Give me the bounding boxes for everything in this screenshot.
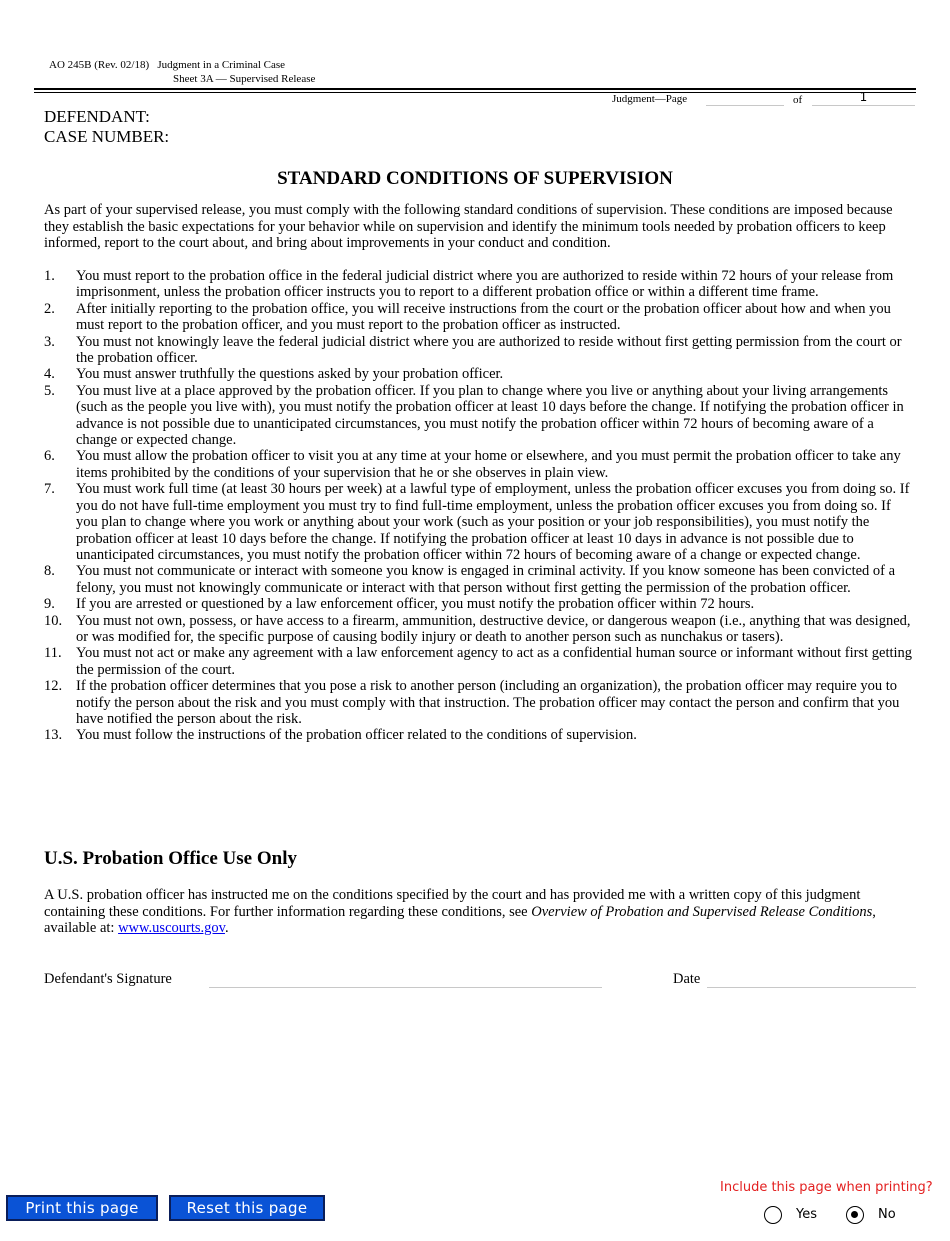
condition-text: You must not act or make any agreement with a law enforcement agency to act as a confidential human source or informant without first getting the permission of the court. <box>76 645 913 678</box>
condition-item <box>44 448 914 481</box>
condition-number: 1. <box>44 268 55 284</box>
condition-text: You must follow the instructions of the probation officer related to the conditions of supervision. <box>76 727 637 744</box>
condition-item <box>44 678 914 727</box>
condition-text: After initially reporting to the probation office, you will receive instructions from the court or the probation officer about how and when you must report to the probation officer, and you must report to the probation officer as instructed. <box>76 300 891 334</box>
print-page-button[interactable]: Print this page now <box>6 1195 158 1221</box>
condition-text: You must allow the probation officer to visit you at any time at your home or elsewhere, and you must permit the probation officer to take any items prohibited by the conditions of your supervision that he or she observes in plain view. <box>76 448 901 481</box>
judgment-page-label: Judgment—Page <box>612 93 688 105</box>
probation-office-heading: U.S. Probation Office Use Only <box>44 848 297 869</box>
condition-item <box>44 268 914 301</box>
reset-page-button[interactable]: Reset this page <box>169 1195 325 1221</box>
condition-item <box>44 481 914 563</box>
condition-number: 5. <box>44 382 55 399</box>
condition-number: 3. <box>44 333 55 350</box>
condition-item <box>44 613 914 646</box>
include-page-question: Include this page when printing? <box>720 1180 933 1195</box>
condition-text: You must answer truthfully the questions asked by your probation officer. <box>76 366 504 383</box>
condition-item <box>44 563 914 596</box>
condition-item <box>44 383 914 449</box>
condition-number: 7. <box>44 481 55 498</box>
condition-item <box>44 727 914 743</box>
condition-text: You must live at a place approved by the probation officer. If you plan to change where you live or anything about your living arrangements (such as the people you live with), you must notify the probation officer at least 10 days before the change. If notifying the probation officer in advance is not possible due to unanticipated circumstances, you must notify the probation officer within 72 hours of becoming aware of a change or expected change. <box>76 382 904 449</box>
radio-selected-dot <box>851 1211 858 1218</box>
page-title: STANDARD CONDITIONS OF SUPERVISION <box>277 168 673 189</box>
condition-text: If you are arrested or questioned by a law enforcement officer, you must notify the probation officer within 72 hours. <box>76 596 755 613</box>
include-no-label[interactable]: No <box>878 1207 896 1222</box>
condition-number: 13. <box>44 727 63 744</box>
uscourts-link[interactable]: www.uscourts.gov <box>118 920 225 936</box>
condition-number: 9. <box>44 596 55 613</box>
form-id: AO 245B (Rev. 02/18) Judgment in a Criminal Case <box>49 59 286 71</box>
condition-item <box>44 645 914 678</box>
condition-text: You must not communicate or interact with someone you know is engaged in criminal activity. If you know someone has been convicted of a felony, you must not knowingly communicate or interact with that person without first getting the permission of the probation officer. <box>76 563 896 596</box>
condition-text: You must work full time (at least 30 hours per week) at a lawful type of employment, unless the probation officer excuses you from doing so. If you do not have full-time employment you must try to find full-time employment, unless the probation officer excuses you from doing so. If you plan to change where you work or anything about your work (such as your position or your job responsibilities), you must notify the probation officer at least 10 days before the change. If notifying the probation officer at least 10 days in advance is not possible due to unanticipated circumstances, you must notify the probation officer within 72 hours of becoming aware of a change or expected change. <box>76 481 910 563</box>
sheet-label: Sheet 3A — Supervised Release <box>173 73 316 85</box>
date-field[interactable] <box>707 970 916 988</box>
defendant-label: DEFENDANT: <box>44 107 150 126</box>
include-yes-radio[interactable] <box>764 1206 782 1224</box>
probation-office-text <box>44 887 904 937</box>
case-number-label: CASE NUMBER: <box>44 127 170 146</box>
intro-paragraph: As part of your supervised release, you must comply with the following standard conditions of supervision. These conditions are imposed because they establish the basic expectations for your behavior while on supervision and identify the minimum tools needed by probation officers to keep informed, report to the court about, and bring about improvements in your conduct and condition. <box>44 202 893 251</box>
conditions-list <box>44 268 914 744</box>
condition-number: 8. <box>44 563 55 580</box>
condition-text: You must not knowingly leave the federal judicial district where you are authorized to reside without first getting permission from the court or the probation officer. <box>76 333 902 367</box>
po-text-before: A U.S. probation officer has instructed me on the conditions specified by the court and has provided me with a written copy of this judgment containing these conditions. For further information regarding these conditions, see <box>44 887 861 920</box>
po-text-after: . <box>224 920 229 936</box>
condition-number: 6. <box>44 448 55 465</box>
defendant-signature-label: Defendant's Signature <box>44 971 172 987</box>
include-yes-label[interactable]: Yes <box>796 1207 817 1222</box>
header-rule <box>34 88 916 90</box>
include-no-radio[interactable] <box>846 1206 864 1224</box>
condition-item <box>44 301 914 334</box>
po-text-middle: , available at: <box>44 903 876 936</box>
condition-number: 12. <box>44 678 63 695</box>
date-label: Date <box>673 971 701 987</box>
condition-text: You must report to the probation office in the federal judicial district where you are authorized to reside within 72 hours of your release from imprisonment, unless the probation officer instructs you to report to a different probation office or within a different time frame. <box>76 268 894 301</box>
condition-number: 11. <box>44 645 62 662</box>
condition-text: If the probation officer determines that you pose a risk to another person (including an organization), the probation officer may require you to notify the person about the risk and you must comply with that instruction. The probation officer may contact the person and confirm that you have notified the person about the risk. <box>76 678 900 727</box>
page-number-field[interactable] <box>706 92 784 106</box>
po-italic-title: Overview of Probation and Supervised Release Conditions <box>531 903 873 920</box>
defendant-signature-field[interactable] <box>209 970 602 988</box>
of-label: of <box>793 94 803 106</box>
condition-number: 4. <box>44 366 55 383</box>
page-total-field[interactable]: 1 <box>812 90 915 106</box>
condition-number: 2. <box>44 300 55 317</box>
condition-item <box>44 366 914 382</box>
condition-text: You must not own, possess, or have access to a firearm, ammunition, destructive device, or dangerous weapon (i.e., anything that was designed, or was modified for, the specific purpose of causing bodily injury or death to another person such as nunchakus or tasers). <box>76 612 911 645</box>
condition-number: 10. <box>44 612 63 629</box>
condition-item <box>44 596 914 612</box>
condition-item <box>44 334 914 367</box>
